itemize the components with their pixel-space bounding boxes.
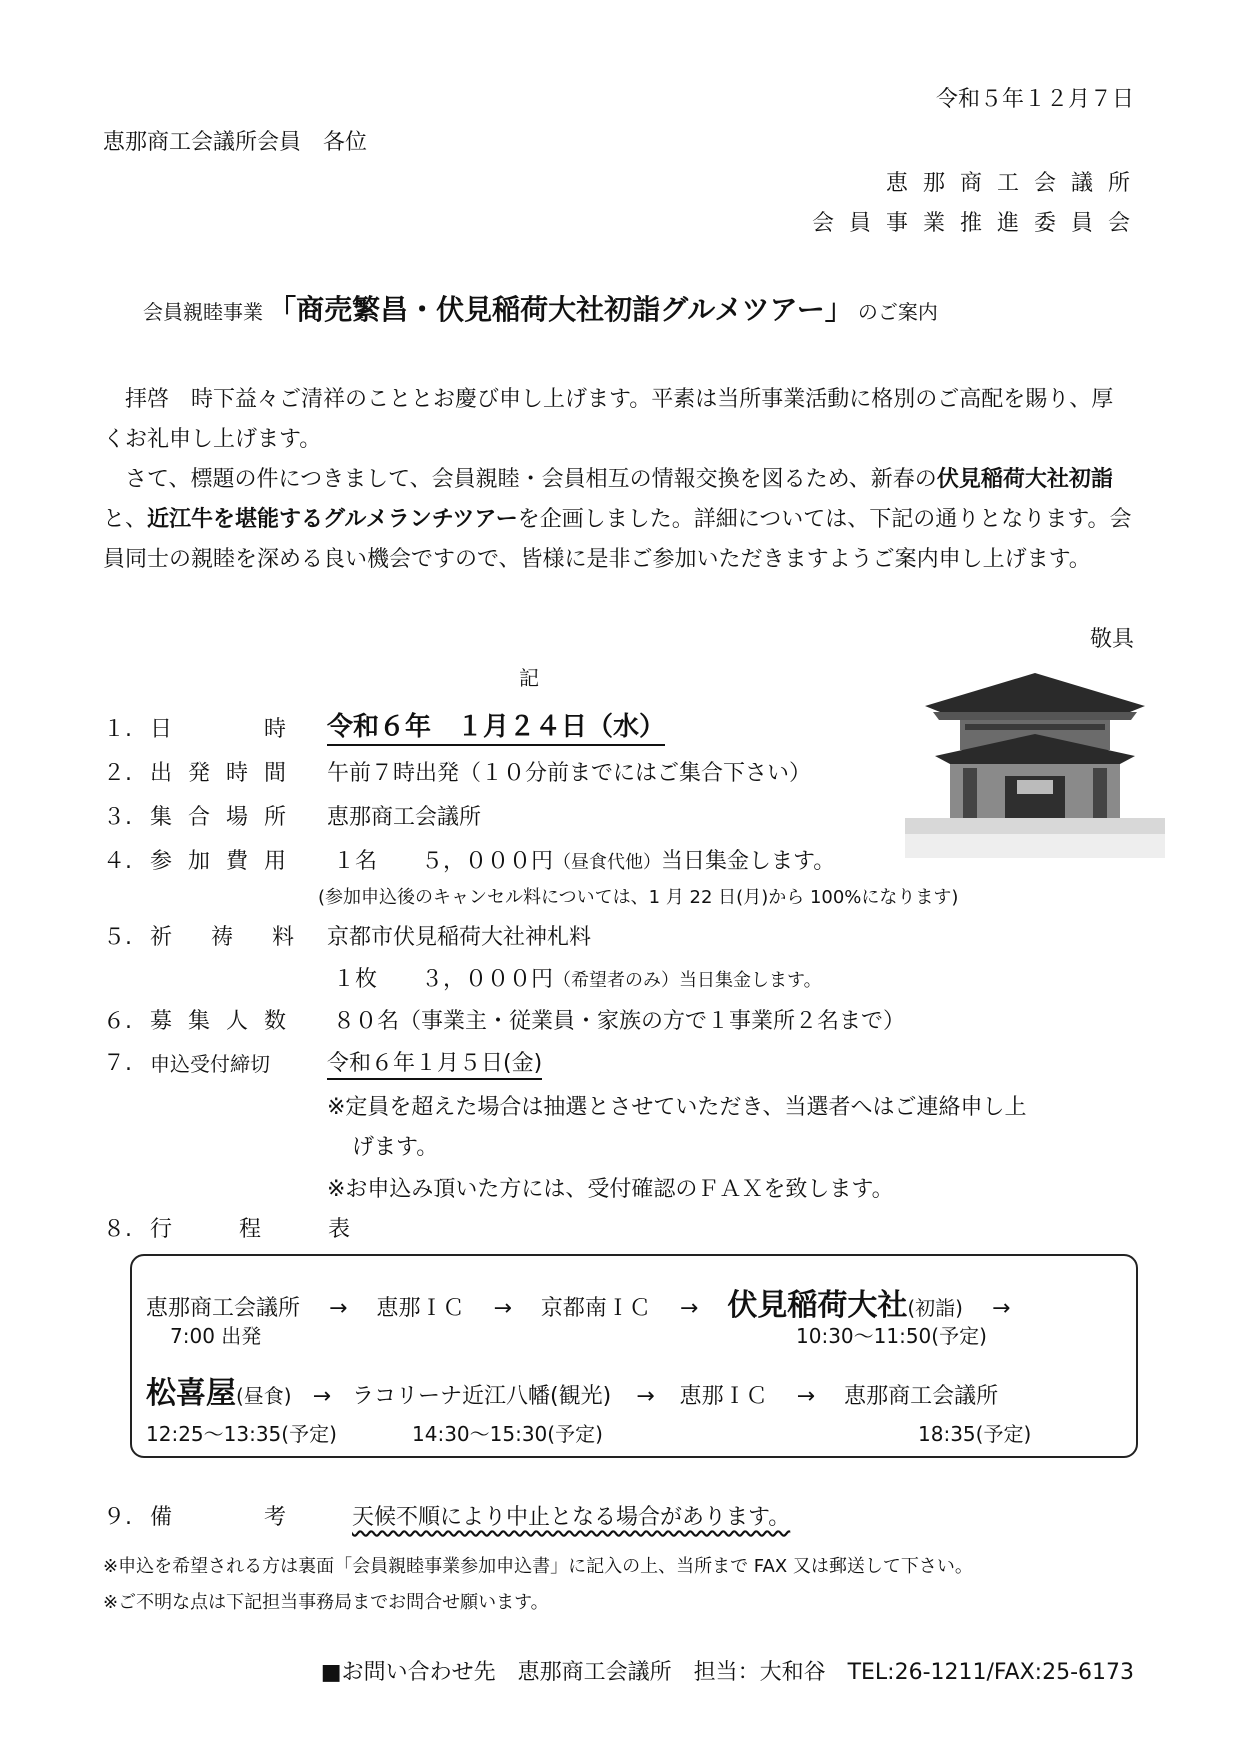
deadline-date: 令和６年１月５日(金) [327,1051,542,1080]
purpose-text-a: さて、標題の件につきまして、会員親睦・会員相互の情報交換を図るため、新春の [125,467,937,492]
item-9-label: 備 考 [150,1505,303,1530]
fee-collection: 当日集金します。 [661,849,836,874]
item-7-note-1: ※定員を超えた場合は抽選とさせていただき、当選者へはご連絡申し上 [327,1095,1027,1120]
item-9-value [352,1500,790,1531]
item-5-number: ５. [103,925,132,950]
purpose-paragraph [103,460,1133,580]
item-1-value [327,706,665,743]
fee-note: （昼食代他） [553,852,662,873]
time-lunch: 12:25～13:35(予定) [146,1422,337,1446]
time-depart: 7:00 出発 [170,1324,262,1348]
item-1-label: 日 時 [150,717,303,742]
time-fushimi-inari: 10:30～11:50(予定) [796,1324,987,1348]
item-3-label: 集合場所 [150,805,303,830]
time-la-collina: 14:30～15:30(予定) [412,1422,603,1446]
stop-matsukiya-note: (昼食) [236,1384,292,1408]
item-8-label: 行 程 表 [150,1217,380,1242]
item-9-number: ９. [103,1505,132,1530]
item-6-label: 募集人数 [150,1009,303,1034]
stop-kyoto-minami-ic: 京都南ＩＣ [540,1296,651,1321]
stop-la-collina: ラコリーナ近江八幡(観光) [352,1384,612,1409]
item-7-note-2: ※お申込み頂いた方には、受付確認のＦＡＸを致します。 [327,1177,894,1202]
stop-fushimi-inari: 伏見稲荷大社 [727,1288,908,1323]
item-2-value: 午前７時出発（１０分前までにはご集合下さい） [327,761,812,786]
title-main: 「商売繁昌・伏見稲荷大社初詣グルメツアー」 [268,293,853,326]
title-prefix: 会員親睦事業 [143,300,263,324]
fushimi-inari-gate-image [905,668,1165,858]
stop-fushimi-inari-note: (初詣) [907,1296,963,1320]
item-4-label: 参加費用 [150,849,303,874]
item-2-number: ２. [103,761,132,786]
ki-heading: 記 [519,666,539,690]
time-return: 18:35(予定) [918,1422,1032,1446]
arrow-icon: → [329,1296,348,1321]
document-date: 令和５年１２月７日 [935,87,1134,112]
document-title [143,288,938,328]
item-7-value [327,1046,542,1077]
item-7-number: ７. [103,1051,132,1076]
fee-amount: １名 ５，０００円 [333,849,554,874]
item-3-number: ３. [103,805,132,830]
event-date: 令和６年 １月２４日（水） [327,712,665,746]
item-2-label: 出発時間 [150,761,303,786]
purpose-highlight-shrine: 伏見稲荷大社初詣 [936,467,1113,492]
item-5-value: 京都市伏見稲荷大社神札料 [327,925,592,950]
greeting-paragraph: 拝啓 時下益々ご清祥のこととお慶び申し上げます。平素は当所事業活動に格別のご高配を賜り、厚くお礼申し上げます。 [103,387,1114,452]
note-application: ※申込を希望される方は裏面「会員親睦事業参加申込書」に記入の上、当所まで FAX 又は郵送して下さい。 [103,1556,973,1577]
item-6-value [327,1004,905,1035]
arrow-icon: → [796,1384,816,1409]
stop-ena-ic-return: 恵那ＩＣ [679,1384,768,1409]
recipient: 恵那商工会議所会員 各位 [103,130,368,155]
item-5-value-2 [327,962,822,993]
arrow-icon: → [312,1384,332,1409]
sender-organization: 恵 那 商 工 会 議 所 [886,171,1134,196]
contact-info: ■お問い合わせ先 恵那商工会議所 担当：大和谷 TEL:26-1211/FAX:25-6173 [320,1660,1134,1685]
itinerary-row-1 [146,1280,1010,1324]
stop-ena-ic: 恵那ＩＣ [376,1296,465,1321]
stop-ena-chamber: 恵那商工会議所 [146,1296,301,1321]
purpose-text-c: と、 [103,507,148,532]
capacity-text: ８０名（事業主・従業員・家族の方で１事業所２名まで） [333,1009,906,1034]
purpose-highlight-lunch: 近江牛を堪能するグルメランチツアー [147,507,518,532]
item-4-number: ４. [103,849,132,874]
arrow-icon: → [493,1296,512,1321]
item-6-number: ６. [103,1009,132,1034]
cancellation-note: (参加申込後のキャンセル料については、1 月 22 日(月)から 100%になります) [318,887,959,908]
closing-keigu: 敬具 [1089,627,1134,652]
prayer-fee-collection: 当日集金します。 [679,970,822,991]
prayer-fee-amount: １枚 ３，０００円 [333,967,554,992]
note-inquiry: ※ご不明な点は下記担当事務局までお問合せ願います。 [103,1592,549,1613]
item-3-value: 恵那商工会議所 [327,805,482,830]
item-1-number: １. [103,717,132,742]
prayer-fee-note: （希望者のみ） [553,970,680,991]
arrow-icon: → [679,1296,699,1321]
sender-committee: 会 員 事 業 推 進 委 員 会 [812,211,1134,236]
arrow-icon: → [991,1296,1011,1321]
remarks-text: 天候不順により中止となる場合があります。 [352,1505,791,1530]
item-7-note-1-cont: げます。 [352,1135,439,1160]
itinerary-row-2 [146,1368,998,1412]
item-5-label: 祈 祷 料 [150,925,310,950]
item-8-number: ８. [103,1217,132,1242]
item-4-value [327,844,835,875]
body-text [103,380,1133,580]
stop-matsukiya: 松喜屋 [146,1376,236,1411]
arrow-icon: → [636,1384,655,1409]
title-suffix: のご案内 [857,300,938,324]
purpose-text-e: を企画しました。詳細については、下記の通りとなります。会員同士の親睦を深める良い機会ですので、皆様に是非ご参加いただきますようご案内申し上げます。 [103,507,1132,572]
item-7-label: 申込受付締切 [150,1052,270,1076]
stop-ena-chamber-return: 恵那商工会議所 [844,1384,999,1409]
